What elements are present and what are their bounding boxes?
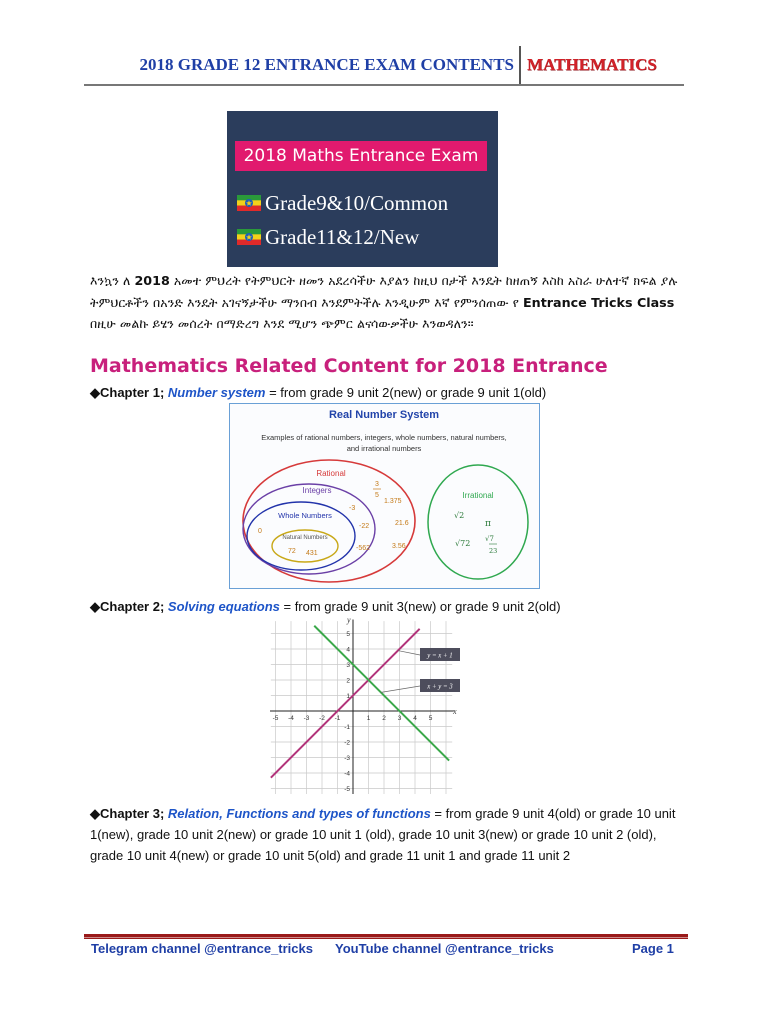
rational-example: 1.375 [384, 498, 402, 505]
youtube-channel-link[interactable]: YouTube channel @entrance_tricks [335, 941, 554, 956]
chapter-detail: = from grade 9 unit 2(new) or grade 9 unit 1(old) [265, 385, 547, 400]
graph-grid [271, 621, 452, 794]
graph-axes [270, 616, 457, 794]
y-tick-label: -5 [344, 785, 350, 793]
intro-text-1: እንኳን ለ [90, 273, 135, 288]
integer-example: -22 [359, 523, 370, 530]
x-tick-label: 1 [366, 715, 371, 722]
integers-label: Integers [302, 486, 332, 495]
footer-rule [84, 934, 688, 939]
banner-grade-new: Grade11&12/New [265, 225, 420, 249]
whole-example: 0 [258, 528, 262, 535]
x-tick-label: -2 [319, 715, 325, 722]
intro-year: 2018 [134, 273, 170, 288]
section-heading: Mathematics Related Content for 2018 Entrance [90, 355, 608, 377]
figure-caption-2: and irrational numbers [346, 444, 422, 453]
figure-title: Real Number System [328, 409, 440, 421]
y-tick-label: -1 [344, 723, 350, 731]
rational-label: Rational [316, 469, 346, 478]
irrational-example: √72 [455, 539, 471, 548]
banner-grade-common: Grade9&10/Common [265, 191, 449, 215]
y-tick-label: 4 [346, 646, 350, 654]
rational-example: 3.56 [392, 543, 406, 550]
document-title: 2018 GRADE 12 ENTRANCE EXAM CONTENTS [139, 55, 514, 74]
telegram-channel-link[interactable]: Telegram channel @entrance_tricks [91, 941, 313, 956]
irrational-example: 23 [489, 547, 498, 555]
label-leader [398, 651, 420, 655]
figure-caption-1: Examples of rational numbers, integers, whole numbers, natural numbers, [261, 433, 507, 442]
subject-title: MATHEMATICS [527, 55, 657, 74]
rational-example: 5 [375, 492, 379, 499]
irrational-label: Irrational [462, 491, 494, 500]
header-divider [519, 46, 521, 84]
x-tick-label: -1 [334, 715, 341, 722]
chapter-3 [90, 803, 690, 866]
y-tick-label: 5 [346, 630, 350, 638]
real-number-system-figure [229, 403, 540, 589]
banner-line-common [237, 191, 448, 216]
chapter-topic: Solving equations [167, 599, 280, 614]
intro-paragraph [90, 270, 688, 335]
y-axis-label: y [347, 615, 351, 625]
intro-text-2: አመተ ምህረት የትምህርት ዘመን አደረሳችሁ እያልን ከዚህ በታች እንዴት ከዘጠኝ እስከ አስራ ሁለተኛ ክፍል ያሉ ትምህርቶችን በአንድ እንዴት አገናኝታችሁ ማንበብ እንደምትችሉ እንዲሁም እኛ የምንሰጠው የ [90, 273, 678, 310]
exam-banner [227, 111, 498, 267]
chapter-detail: = from grade 9 unit 4(old) or grade 10 unit 1(new), grade 10 unit 2(new) or grade 10 unit 1 (old), grade 10 unit 3(new) or grade 10 unit 2 (old), grade 10 unit 4(new) or grade 10 unit 5(old) and grade 11 unit 1 and grade 11 unit 2 [90, 806, 676, 863]
linear-equations-graph [270, 612, 468, 794]
y-tick-label: 3 [346, 661, 350, 669]
y-tick-label: -4 [344, 770, 350, 778]
natural-example: 72 [288, 548, 296, 555]
y-tick-label: -2 [344, 739, 350, 747]
y-tick-label: -3 [344, 754, 350, 762]
natural-example: 431 [306, 550, 318, 557]
chapter-label: ◆Chapter 3; [90, 806, 168, 821]
x-tick-label: 3 [397, 715, 402, 722]
x-tick-label: -4 [288, 715, 294, 722]
irrational-example: π [485, 519, 491, 529]
intro-class-name: Entrance Tricks Class [523, 294, 675, 310]
line2-label: x + y = 3 [427, 683, 453, 691]
chapter-topic: Number system [167, 385, 266, 400]
y-tick-label: 1 [346, 692, 350, 700]
ethiopia-flag-icon [237, 195, 261, 211]
integer-example: -562 [356, 545, 371, 552]
header-rule [84, 84, 684, 86]
x-tick-label: -3 [303, 715, 310, 722]
x-tick-label: -5 [272, 715, 279, 722]
intro-text-3: በዚሁ መልኩ ይሄን መሰረት በማድረግ እንደ ሚሆን ጭምር ልናሳውቃችሁ እንወዳለን። [90, 316, 474, 331]
chapter-label: ◆Chapter 2; [90, 599, 168, 614]
chapter-detail: = from grade 9 unit 3(new) or grade 9 unit 2(old) [279, 599, 561, 614]
banner-title: 2018 Maths Entrance Exam [235, 141, 487, 171]
line1-label: y = x + 1 [427, 652, 453, 660]
x-tick-label: 4 [413, 715, 417, 722]
line-x-plus-y-equals-3 [314, 626, 449, 761]
integer-example: -3 [349, 505, 356, 512]
natural-label: Natural Numbers [282, 535, 328, 541]
chapter-topic: Relation, Functions and types of functions [167, 806, 431, 821]
page-number: Page 1 [632, 941, 674, 956]
irrational-example: √2 [454, 511, 465, 520]
x-tick-label: 2 [382, 715, 386, 722]
banner-line-new [237, 225, 419, 250]
chapter-1 [90, 382, 690, 403]
x-tick-label: 5 [428, 715, 433, 722]
y-tick-label: 2 [346, 677, 350, 685]
chapter-label: ◆Chapter 1; [90, 385, 168, 400]
irrational-example: √7 [485, 535, 494, 543]
label-leader [381, 686, 420, 692]
whole-label: Whole Numbers [278, 511, 332, 520]
ethiopia-flag-icon [237, 229, 261, 245]
x-axis-label: x [452, 707, 457, 716]
rational-example: 3 [375, 481, 379, 488]
rational-example: 21.6 [395, 520, 409, 527]
